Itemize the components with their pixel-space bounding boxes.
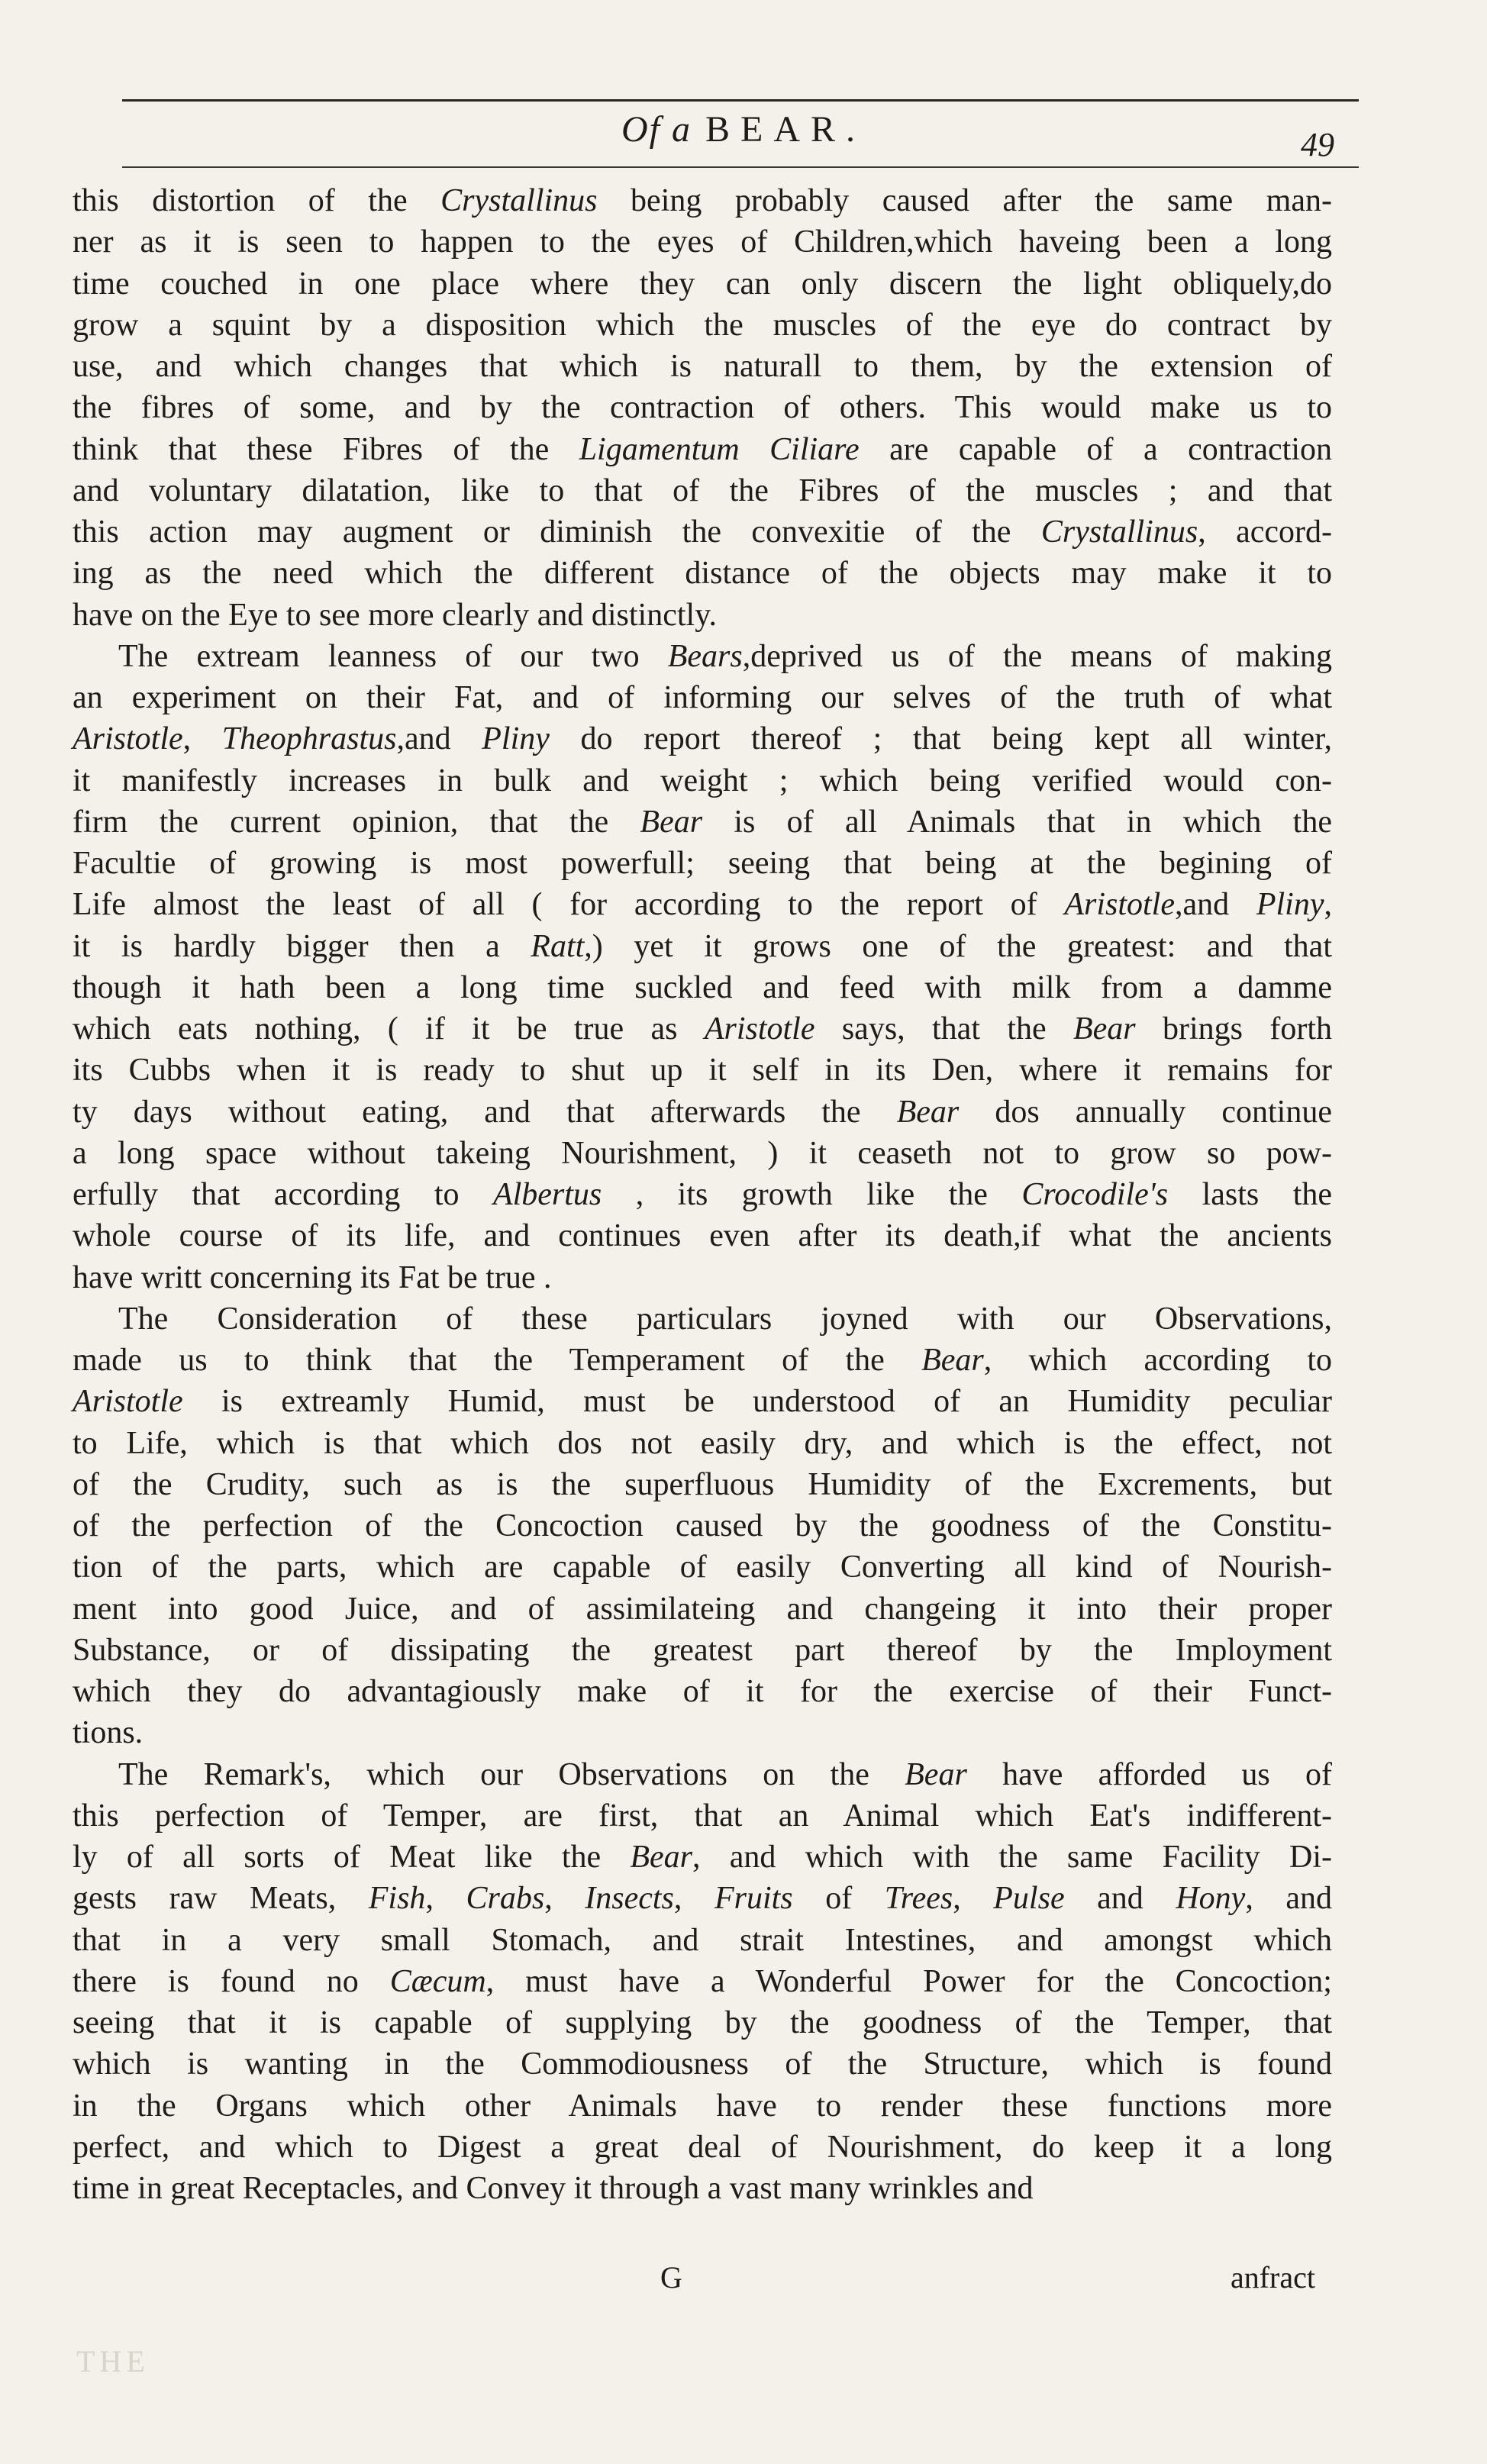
text-line: [73, 305, 1332, 346]
text-run: ment into good Juice, and of assimilateing and changeing it into their proper: [73, 1591, 1332, 1627]
text-line: [73, 926, 1332, 967]
text-run: ,: [544, 1881, 585, 1917]
text-run: there is found no: [73, 1963, 390, 1999]
text-line: [73, 1878, 1332, 1919]
header-rule: [122, 99, 1359, 102]
text-run: , accord-: [1198, 514, 1333, 550]
text-run: brings forth: [1135, 1011, 1332, 1047]
text-line: [73, 760, 1332, 801]
text-run: says, that the: [814, 1011, 1073, 1047]
text-run: ner as it is seen to happen to the eyes of Children,which haveing been a long: [73, 224, 1332, 260]
text-line: [73, 553, 1332, 594]
text-run: this action may augment or diminish the convexitie of the: [73, 514, 1041, 550]
text-line: [73, 511, 1332, 553]
text-run: and voluntary dilatation, like to that of the Fibres of the muscles ; and that: [73, 472, 1332, 508]
text-line: [73, 2127, 1332, 2168]
text-line: [73, 1671, 1332, 1712]
italic-run: Bear: [896, 1094, 960, 1130]
text-run: Life almost the least of all ( for according to the report of: [73, 887, 1065, 923]
text-line: [73, 2002, 1332, 2043]
text-run: of the perfection of the Concoction caused by the goodness of the Constitu-: [73, 1508, 1332, 1543]
italic-run: Ligamentum Ciliare: [579, 431, 860, 467]
text-line: [73, 677, 1332, 718]
italic-run: Crocodile's: [1021, 1177, 1169, 1212]
italic-run: Aristotle: [1064, 887, 1175, 923]
text-run: use, and which changes that which is naturall to them, by the extension of: [73, 349, 1332, 384]
italic-run: Crystallinus: [1040, 514, 1198, 550]
italic-run: Bears: [667, 638, 743, 674]
text-run: being probably caused after the same man-: [597, 183, 1332, 218]
text-line: [73, 1630, 1332, 1671]
italic-run: Aristotle: [704, 1011, 815, 1047]
running-title-prefix: Of a: [621, 109, 692, 150]
text-run: ,) yet it grows one of the greatest: and that: [584, 928, 1332, 964]
text-run: made us to think that the Temperament of the: [73, 1343, 922, 1378]
text-run: perfect, and which to Digest a great deal of Nourishment, do keep it a long: [73, 2129, 1332, 2165]
text-run: the fibres of some, and by the contraction of others. This would make us to: [73, 390, 1332, 426]
text-run: is extreamly Humid, must be understood of an Humidity peculiar: [182, 1384, 1332, 1420]
text-run: firm the current opinion, that the: [73, 804, 640, 840]
text-run: The Consideration of these particulars joyned with our Observations,: [118, 1301, 1332, 1337]
text-run: to Life, which is that which dos not easily dry, and which is the effect, not: [73, 1425, 1332, 1461]
bleed-through-text: THE: [76, 2344, 150, 2379]
italic-run: Theophrastus: [221, 721, 397, 757]
page-header: [0, 107, 1487, 168]
text-line: [73, 1008, 1332, 1050]
text-run: lasts the: [1168, 1177, 1333, 1212]
text-line: [73, 1505, 1332, 1546]
text-run: The Remark's, which our Observations on the: [118, 1756, 905, 1792]
italic-run: Aristotle: [73, 721, 183, 757]
text-line: [73, 1381, 1332, 1422]
text-run: tion of the parts, which are capable of easily Converting all kind of Nourish-: [73, 1550, 1332, 1585]
text-run: seeing that it is capable of supplying by the goodness of the Temper, that: [73, 2005, 1332, 2040]
signature-mark: G: [660, 2260, 682, 2295]
italic-run: Ratt: [531, 928, 585, 964]
italic-run: Bear: [630, 1840, 693, 1875]
text-run: ,: [673, 1881, 714, 1917]
text-line: [73, 1092, 1332, 1133]
text-run: is of all Animals that in which the: [702, 804, 1332, 840]
text-run: ing as the need which the different distance of the objects may make it to: [73, 556, 1332, 592]
text-line: [73, 387, 1332, 428]
text-line: [73, 636, 1332, 677]
italic-run: Bear: [921, 1343, 984, 1378]
text-run: which is wanting in the Commodiousness of the Structure, which is found: [73, 2046, 1332, 2082]
text-run: The extream leanness of our two: [118, 638, 668, 674]
text-run: it is hardly bigger then a: [73, 928, 531, 964]
text-run: erfully that according to: [73, 1177, 493, 1212]
text-run: a long space without takeing Nourishment, ) it ceaseth not to grow so pow-: [73, 1135, 1332, 1171]
italic-run: Bear: [1073, 1011, 1136, 1047]
italic-run: Hony: [1176, 1881, 1246, 1917]
text-run: of: [792, 1881, 885, 1917]
text-line: [73, 2043, 1332, 2085]
text-run: ,and: [1174, 887, 1256, 923]
text-run: which they do advantagiously make of it for the exercise of their Funct-: [73, 1674, 1332, 1709]
text-run: ty days without eating, and that afterwards the: [73, 1094, 897, 1130]
text-run: , and: [1245, 1881, 1333, 1917]
text-run: this perfection of Temper, are first, that an Animal which Eat's indifferent-: [73, 1798, 1332, 1833]
text-line: [73, 801, 1332, 843]
italic-run: Fish: [368, 1881, 426, 1917]
text-run: think that these Fibres of the: [73, 431, 579, 467]
text-line: [73, 1712, 1332, 1753]
text-run: , which according to: [983, 1343, 1332, 1378]
text-run: whole course of its life, and continues even after its death,if what the ancients: [73, 1218, 1332, 1254]
text-run: do report thereof ; that being kept all winter,: [549, 721, 1333, 757]
running-title: [0, 108, 1487, 150]
text-run: ,and: [396, 721, 482, 757]
text-line: [73, 1920, 1332, 1961]
italic-run: Aristotle: [73, 1384, 183, 1420]
text-line: [73, 967, 1332, 1008]
text-line: [73, 1795, 1332, 1837]
header-underline: [122, 166, 1359, 168]
italic-run: Bear: [640, 804, 703, 840]
italic-run: Pliny: [482, 721, 550, 757]
text-line: [73, 470, 1332, 511]
text-run: which eats nothing, ( if it be true as: [73, 1011, 705, 1047]
text-run: , must have a Wonderful Power for the Concoction;: [485, 1963, 1332, 1999]
text-run: are capable of a contraction: [859, 431, 1332, 467]
text-run: though it hath been a long time suckled and feed with milk from a damme: [73, 969, 1332, 1005]
text-line: [73, 1588, 1332, 1630]
running-title-main: BEAR.: [705, 109, 866, 150]
text-run: that in a very small Stomach, and strait Intestines, and amongst which: [73, 1922, 1332, 1958]
text-run: time in great Receptacles, and Convey it through a vast many wrinkles and: [73, 2171, 1034, 2206]
italic-run: Cæcum: [389, 1963, 486, 1999]
text-line: [73, 429, 1332, 470]
text-line: [73, 2168, 1332, 2209]
text-run: have writt concerning its Fat be true .: [73, 1259, 552, 1295]
text-line: [73, 1298, 1332, 1340]
text-run: and: [1064, 1881, 1176, 1917]
text-run: ,deprived us of the means of making: [742, 638, 1332, 674]
text-line: [73, 263, 1332, 305]
text-line: [73, 884, 1332, 925]
text-run: , and which with the same Facility Di-: [692, 1840, 1332, 1875]
text-run: have on the Eye to see more clearly and distinctly.: [73, 597, 717, 633]
text-line: [73, 1837, 1332, 1878]
text-line: [73, 1174, 1332, 1215]
text-line: [73, 180, 1332, 221]
page-footer: [73, 2259, 1332, 2298]
text-run: time couched in one place where they can only discern the light obliquely,do: [73, 266, 1332, 302]
body-text: [73, 180, 1332, 2209]
italic-run: Insects: [585, 1881, 674, 1917]
text-run: ,: [1324, 887, 1332, 923]
text-line: [73, 843, 1332, 884]
text-line: [73, 2085, 1332, 2127]
text-line: [73, 718, 1332, 760]
italic-run: Crystallinus: [440, 183, 598, 218]
text-run: Substance, or of dissipating the greatest part thereof by the Imployment: [73, 1632, 1332, 1668]
text-run: dos annually continue: [959, 1094, 1332, 1130]
italic-run: Crabs: [466, 1881, 545, 1917]
text-run: ,: [182, 721, 222, 757]
italic-run: Bear: [905, 1756, 967, 1792]
text-run: this distortion of the: [73, 183, 441, 218]
page-number: 49: [1301, 126, 1334, 163]
text-run: , its growth like the: [602, 1177, 1022, 1212]
text-run: an experiment on their Fat, and of informing our selves of the truth of what: [73, 680, 1332, 715]
text-run: in the Organs which other Animals have to render these functions more: [73, 2088, 1332, 2124]
text-run: of the Crudity, such as is the superfluous Humidity of the Excrements, but: [73, 1466, 1332, 1502]
italic-run: Fruits: [714, 1881, 793, 1917]
italic-run: Albertus: [492, 1177, 602, 1212]
text-line: [73, 1215, 1332, 1256]
text-line: [73, 1050, 1332, 1091]
text-run: gests raw Meats,: [73, 1881, 369, 1917]
text-run: Facultie of growing is most powerfull; seeing that being at the begining of: [73, 846, 1332, 881]
text-run: ly of all sorts of Meat like the: [73, 1840, 631, 1875]
text-line: [73, 595, 1332, 636]
text-line: [73, 1546, 1332, 1588]
text-line: [73, 1340, 1332, 1381]
catchword: anfract: [1230, 2260, 1315, 2295]
text-run: it manifestly increases in bulk and weight ; which being verified would con-: [73, 763, 1332, 798]
text-run: ,: [953, 1881, 994, 1917]
text-line: [73, 221, 1332, 263]
text-line: [73, 346, 1332, 387]
text-line: [73, 1133, 1332, 1174]
text-run: have afforded us of: [966, 1756, 1332, 1792]
text-run: tions.: [73, 1715, 144, 1751]
italic-run: Pulse: [993, 1881, 1065, 1917]
text-run: its Cubbs when it is ready to shut up it self in its Den, where it remains for: [73, 1053, 1332, 1088]
italic-run: Trees: [884, 1881, 953, 1917]
text-run: grow a squint by a disposition which the muscles of the eye do contract by: [73, 307, 1332, 343]
text-line: [73, 1257, 1332, 1298]
text-line: [73, 1423, 1332, 1464]
text-line: [73, 1464, 1332, 1505]
italic-run: Pliny: [1256, 887, 1324, 923]
text-run: ,: [425, 1881, 466, 1917]
text-line: [73, 1961, 1332, 2002]
text-line: [73, 1754, 1332, 1795]
